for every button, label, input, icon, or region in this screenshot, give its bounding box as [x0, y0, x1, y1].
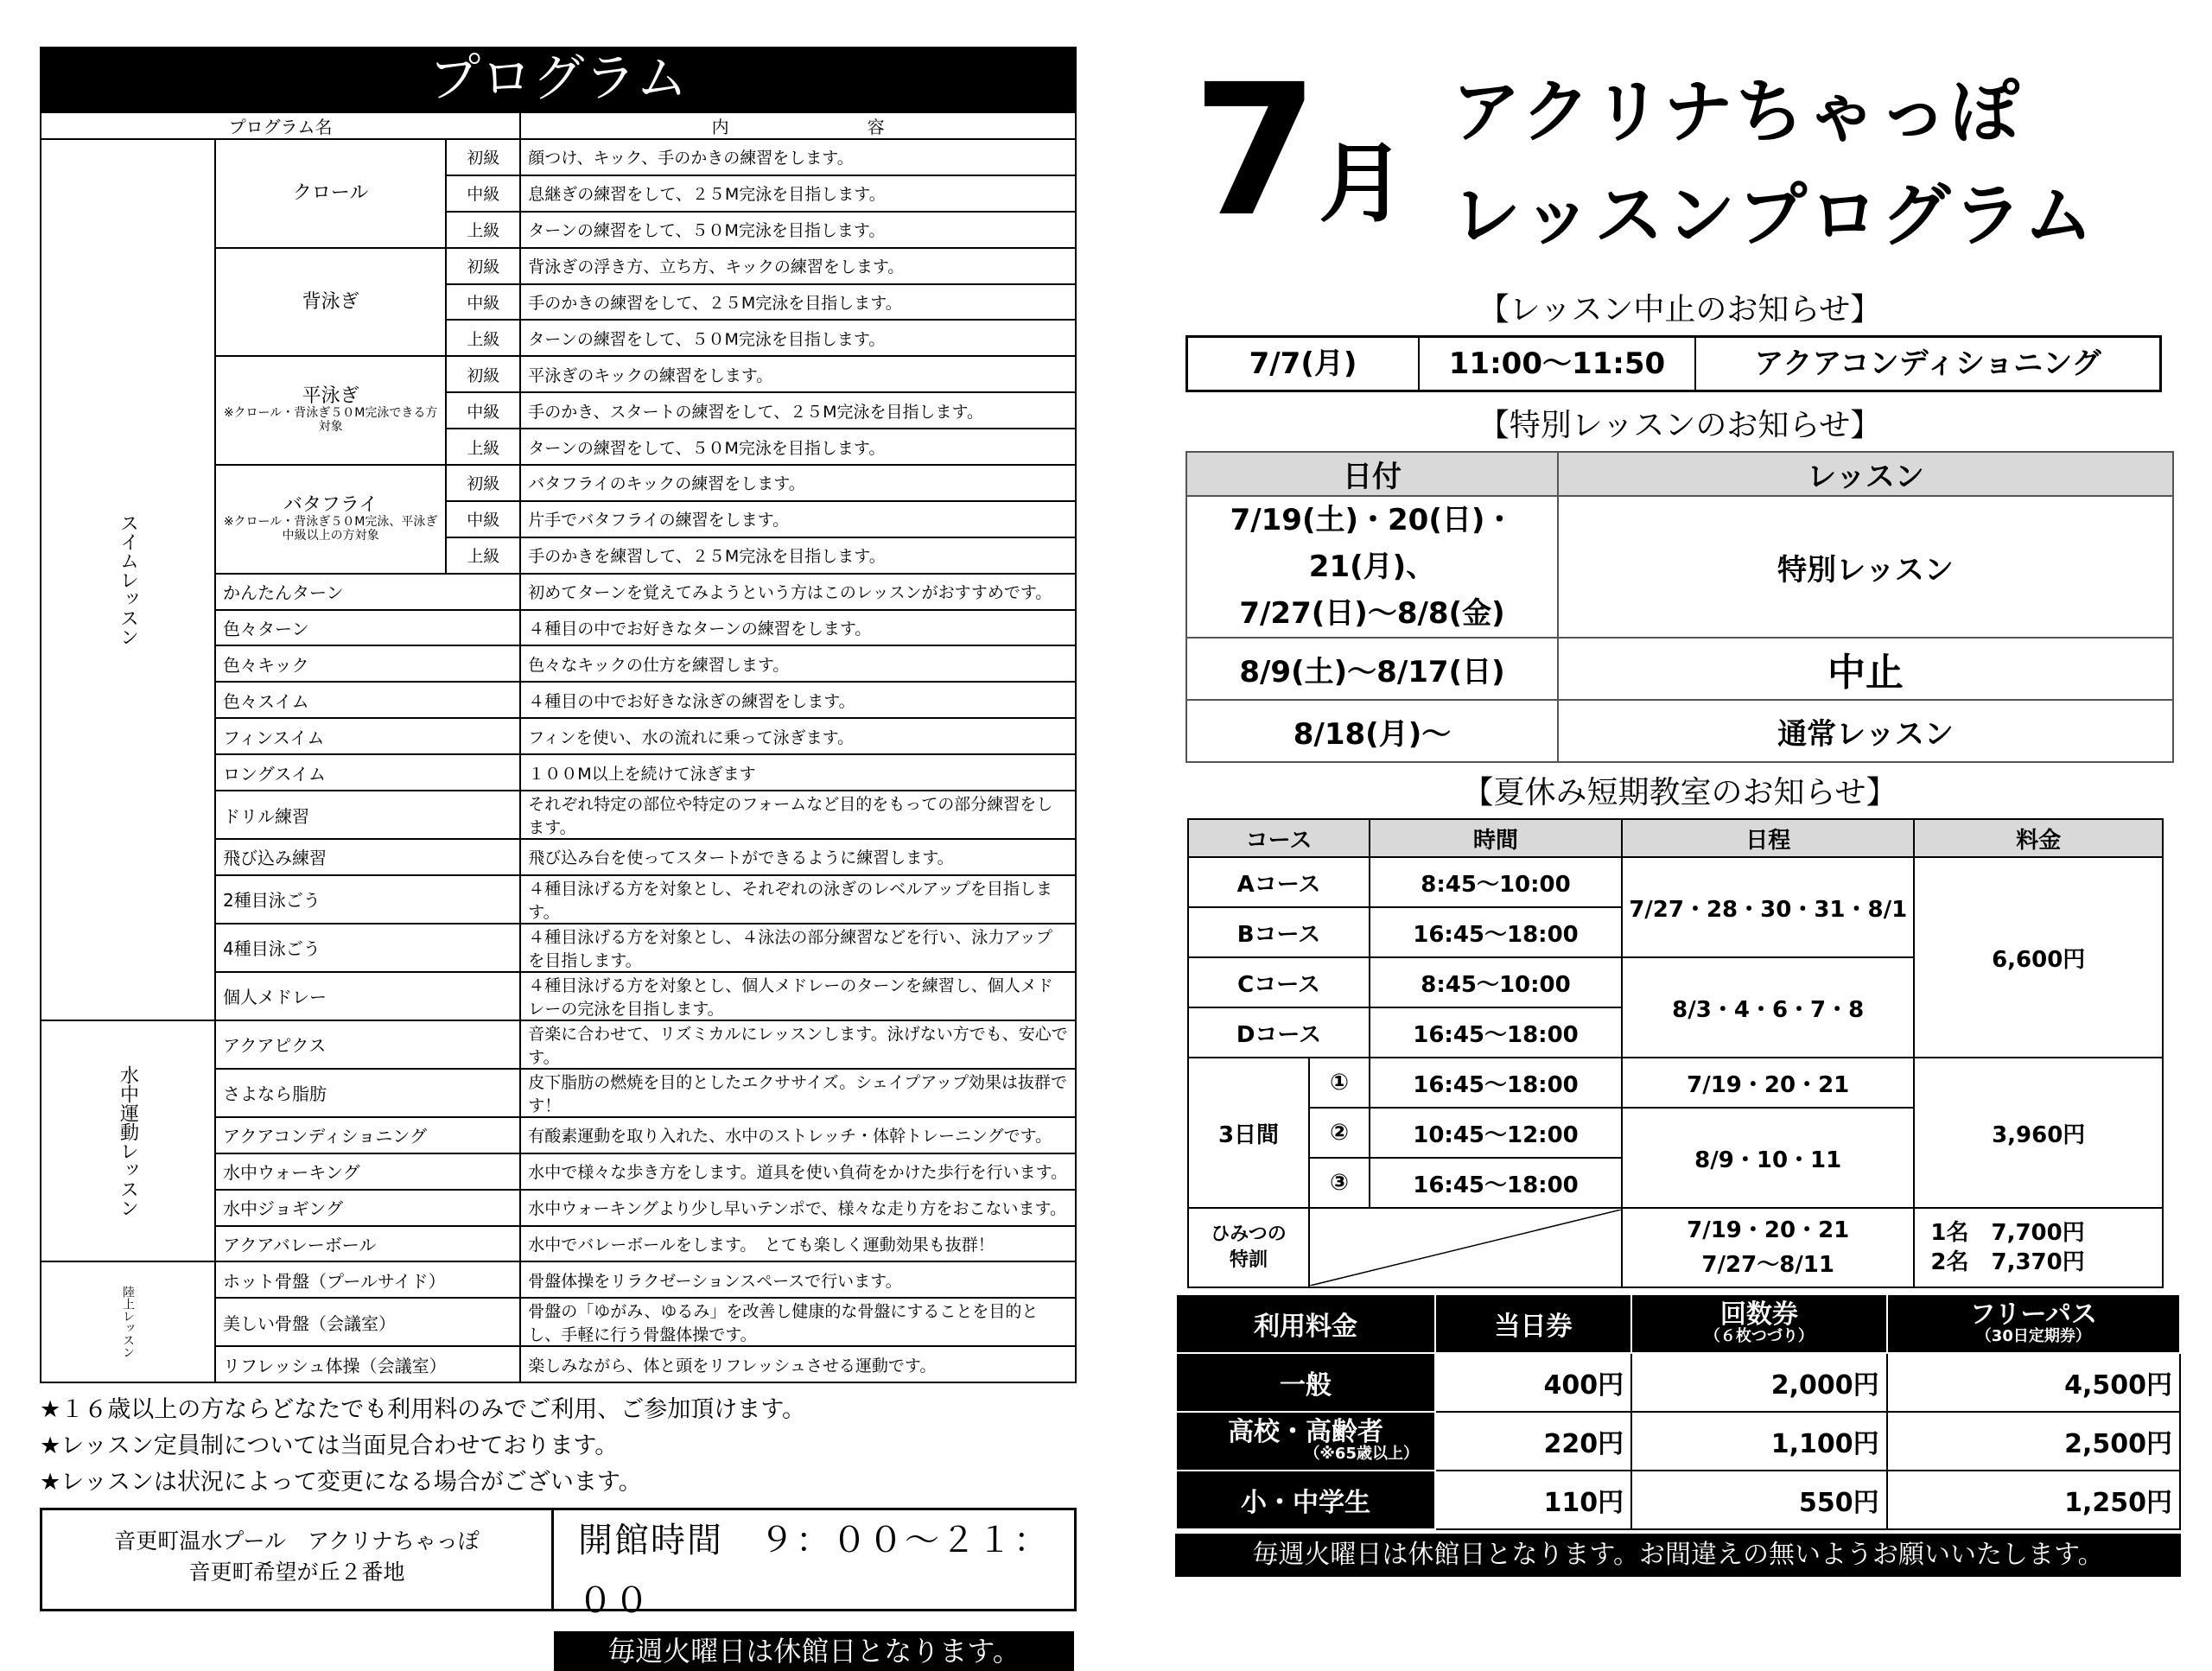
content-cell: ４種目泳げる方を対象とし、個人メドレーのターンを練習し、個人メドレーの完泳を目指します。 — [520, 972, 1076, 1020]
content-cell: 水中ウォーキングより少し早いテンポで、様々な走り方をおこないます。 — [520, 1190, 1076, 1226]
program-name: 色々スイム — [215, 682, 520, 718]
course-name: Cコース — [1188, 957, 1370, 1007]
course-fee: 6,600円 — [1914, 857, 2163, 1058]
note: ★１６歳以上の方ならどなたでも利用料のみでご利用、ご参加頂けます。 — [40, 1396, 806, 1424]
secret-date: 7/19・20・21 — [1687, 1217, 1850, 1243]
content-cell: 有酸素運動を取り入れた、水中のストレッチ・体幹トレーニングです。 — [520, 1117, 1076, 1153]
col-fee: 料金 — [1914, 819, 2163, 857]
content-cell: 手のかき、スタートの練習をして、２５M完泳を目指します。 — [520, 392, 1076, 429]
course-name: Aコース — [1188, 857, 1370, 907]
group-breaststroke — [215, 356, 446, 465]
content-cell: フィンを使い、水の流れに乗って泳ぎます。 — [520, 718, 1076, 754]
cancel-heading: 【レッスン中止のお知らせ】 — [1478, 292, 1882, 327]
program-name: ドリル練習 — [215, 791, 520, 839]
content-cell: ４種目の中でお好きな泳ぎの練習をします。 — [520, 682, 1076, 718]
session-number: ③ — [1309, 1158, 1370, 1208]
course-schedule: 7/27・28・30・31・8/1 — [1622, 857, 1914, 957]
secret-fee-line: 2名 7,370円 — [1930, 1249, 2085, 1275]
level-label: 中級 — [446, 175, 520, 212]
note: ★レッスン定員制については当面見合わせております。 — [40, 1433, 619, 1460]
special-lesson: 通常レッスン — [1558, 700, 2173, 762]
content-cell: ターンの練習をして、５０M完泳を目指します。 — [520, 429, 1076, 465]
notes — [40, 1392, 1077, 1501]
group-backstroke: 背泳ぎ — [215, 248, 446, 357]
group-fly-label: バタフライ — [283, 493, 378, 516]
course-name: Dコース — [1188, 1007, 1370, 1058]
content-cell: 水中でバレーボールをします。 とても楽しく運動効果も抜群！ — [520, 1226, 1076, 1262]
fee-table — [1175, 1293, 2181, 1530]
fee-category: 小・中学生 — [1176, 1471, 1435, 1529]
category-swim: スイムレッスン — [41, 139, 215, 1020]
senior-note: （※65歳以上） — [1304, 1445, 1419, 1463]
content-cell: 顔つけ、キック、手のかきの練習をします。 — [520, 139, 1076, 175]
fee-header-sub: （30日定期券） — [1975, 1327, 2091, 1345]
title-line1: アクリナちゃっぽ — [1452, 72, 2022, 152]
opening-hours — [551, 1510, 1074, 1668]
course-name: Bコース — [1188, 907, 1370, 957]
fee-header — [1631, 1294, 1887, 1353]
summer-table — [1187, 818, 2164, 1288]
group-crawl: クロール — [215, 139, 446, 248]
program-name: 2種目泳ごう — [215, 875, 520, 924]
content-cell: 色々なキックの仕方を練習します。 — [520, 645, 1076, 682]
special-date — [1186, 496, 1558, 638]
fee-value: 4,500円 — [1887, 1353, 2180, 1412]
content-cell: それぞれ特定の部位や特定のフォームなど目的をもっての部分練習をします。 — [520, 791, 1076, 839]
col-time: 時間 — [1370, 819, 1622, 857]
program-name: 水中ウォーキング — [215, 1153, 520, 1190]
level-label: 初級 — [446, 248, 520, 284]
fee-value: 1,250円 — [1887, 1471, 2180, 1529]
special-date: 8/9(土)～8/17(日) — [1186, 638, 1558, 700]
category-land: 陸上レッスン — [41, 1261, 215, 1382]
fee-header-sub: （６枚つづり） — [1704, 1327, 1814, 1345]
level-label: 上級 — [446, 429, 520, 465]
special-table — [1185, 451, 2174, 763]
level-label: 初級 — [446, 356, 520, 392]
level-label: 上級 — [446, 212, 520, 248]
secret-schedule — [1622, 1208, 1914, 1287]
special-date: 8/18(月)～ — [1186, 700, 1558, 762]
lesson-panel — [1175, 45, 2184, 1577]
level-label: 中級 — [446, 392, 520, 429]
program-name: 色々キック — [215, 645, 520, 682]
course-fee: 3,960円 — [1914, 1058, 2163, 1208]
level-label: 初級 — [446, 465, 520, 501]
special-lesson: 特別レッスン — [1558, 496, 2173, 638]
month-kanji: 月 — [1319, 133, 1406, 234]
program-name: 個人メドレー — [215, 972, 520, 1020]
note: ★レッスンは状況によって変更になる場合がございます。 — [40, 1469, 642, 1496]
level-label: 上級 — [446, 537, 520, 574]
month-number: 7 — [1192, 45, 1319, 257]
program-name: 飛び込み練習 — [215, 839, 520, 875]
special-date-line: 7/19(土)・20(日)・21(月)、 — [1230, 503, 1515, 584]
group-butterfly — [215, 465, 446, 574]
course-schedule: 8/3・4・6・7・8 — [1622, 957, 1914, 1058]
header — [1175, 45, 2184, 285]
course-time: 16:45～18:00 — [1370, 907, 1622, 957]
fee-header: 利用料金 — [1176, 1294, 1435, 1353]
col-date: 日付 — [1186, 452, 1558, 496]
facility-box — [40, 1508, 1077, 1668]
program-name: リフレッシュ体操（会議室） — [215, 1346, 520, 1382]
group-fly-note: ※クロール・背泳ぎ５０M完泳、平泳ぎ中級以上の方対象 — [223, 514, 438, 543]
diagonal-cell — [1309, 1208, 1622, 1287]
content-cell: 背泳ぎの浮き方、立ち方、キックの練習をします。 — [520, 248, 1076, 284]
content-cell: 手のかきを練習して、２５M完泳を目指します。 — [520, 537, 1076, 574]
secret-training — [1188, 1208, 1309, 1287]
content-cell: 片手でバタフライの練習をします。 — [520, 501, 1076, 537]
program-name: ロングスイム — [215, 754, 520, 791]
content-cell: 息継ぎの練習をして、２５M完泳を目指します。 — [520, 175, 1076, 212]
address — [42, 1510, 551, 1609]
course-time: 8:45～10:00 — [1370, 857, 1622, 907]
course-schedule: 7/19・20・21 — [1622, 1058, 1914, 1108]
special-heading: 【特別レッスンのお知らせ】 — [1478, 408, 1882, 443]
content-cell: 平泳ぎのキックの練習をします。 — [520, 356, 1076, 392]
special-date-line: 7/27(日)～8/8(金) — [1239, 596, 1505, 631]
course-time: 16:45～18:00 — [1370, 1058, 1622, 1108]
cancel-lesson: アクアコンディショニング — [1754, 346, 2101, 381]
content-cell: 楽しみながら、体と頭をリフレッシュさせる運動です。 — [520, 1346, 1076, 1382]
level-label: 中級 — [446, 501, 520, 537]
program-table — [40, 111, 1077, 1383]
month-title — [1192, 45, 1406, 283]
category-water: 水中運動レッスン — [41, 1020, 215, 1262]
content-cell: 飛び込み台を使ってスタートができるように練習します。 — [520, 839, 1076, 875]
content-cell: 皮下脂肪の燃焼を目的としたエクササイズ。シェイプアップ効果は抜群です！ — [520, 1069, 1076, 1117]
secret-line: ひみつの — [1211, 1223, 1287, 1245]
content-cell: ４種目の中でお好きなターンの練習をします。 — [520, 610, 1076, 646]
session-number: ① — [1309, 1058, 1370, 1108]
main-title — [1452, 60, 2095, 268]
fee-category-label: 高校・高齢者 — [1228, 1417, 1383, 1447]
fee-value: 110円 — [1435, 1471, 1631, 1529]
program-name: ホット骨盤（プールサイド） — [215, 1261, 520, 1298]
fee-value: 550円 — [1631, 1471, 1887, 1529]
summer-heading: 【夏休み短期教室のお知らせ】 — [1462, 775, 1897, 810]
three-day-label: 3日間 — [1188, 1058, 1309, 1208]
program-name: かんたんターン — [215, 574, 520, 610]
content-cell: ４種目泳げる方を対象とし、４泳法の部分練習などを行い、泳力アップを目指します。 — [520, 924, 1076, 972]
content-cell: 初めてターンを覚えてみようという方はこのレッスンがおすすめです。 — [520, 574, 1076, 610]
fee-value: 2,000円 — [1631, 1353, 1887, 1412]
facility-address: 音更町希望が丘２番地 — [188, 1560, 405, 1585]
fee-header-label: フリーパス — [1969, 1299, 2097, 1330]
title-line2: レッスンプログラム — [1452, 175, 2096, 256]
fee-category: 一般 — [1176, 1353, 1435, 1412]
level-label: 上級 — [446, 320, 520, 356]
fee-header-label: 回数券 — [1719, 1299, 1798, 1330]
col-course: コース — [1188, 819, 1370, 857]
fee-header: 当日券 — [1435, 1294, 1631, 1353]
cancel-date: 7/7(月) — [1188, 338, 1420, 390]
course-schedule: 8/9・10・11 — [1622, 1108, 1914, 1208]
content-cell: ターンの練習をして、５０M完泳を目指します。 — [520, 320, 1076, 356]
fee-category — [1176, 1412, 1435, 1471]
course-time: 16:45～18:00 — [1370, 1158, 1622, 1208]
secret-fee — [1914, 1208, 2163, 1287]
opening-hours-value: 開館時間 ９：００～２１：００ — [578, 1521, 1050, 1622]
fee-value: 1,100円 — [1631, 1412, 1887, 1471]
course-time: 10:45～12:00 — [1370, 1108, 1622, 1158]
program-name: 4種目泳ごう — [215, 924, 520, 972]
level-label: 中級 — [446, 284, 520, 321]
program-name: 美しい骨盤（会議室） — [215, 1298, 520, 1346]
session-number: ② — [1309, 1108, 1370, 1158]
program-title: プログラム — [40, 47, 1077, 111]
cancel-time: 11:00～11:50 — [1420, 338, 1696, 390]
secret-date: 7/27～8/11 — [1701, 1252, 1834, 1278]
content-cell: 手のかきの練習をして、２５M完泳を目指します。 — [520, 284, 1076, 321]
col-schedule: 日程 — [1622, 819, 1914, 857]
col-lesson: レッスン — [1558, 452, 2173, 496]
program-panel — [40, 47, 1077, 1668]
cancel-row — [1185, 335, 2162, 392]
content-cell: 骨盤体操をリラクゼーションスペースで行います。 — [520, 1261, 1076, 1298]
content-cell: 音楽に合わせて、リズミカルにレッスンします。泳げない方でも、安心です。 — [520, 1020, 1076, 1069]
program-name: さよなら脂肪 — [215, 1069, 520, 1117]
level-label: 初級 — [446, 139, 520, 175]
content-cell: ４種目泳げる方を対象とし、それぞれの泳ぎのレベルアップを目指します。 — [520, 875, 1076, 924]
program-name: アクアコンディショニング — [215, 1117, 520, 1153]
course-time: 16:45～18:00 — [1370, 1007, 1622, 1058]
diagonal-line — [1310, 1210, 1621, 1286]
program-name: アクアバレーボール — [215, 1226, 520, 1262]
fee-value: 400円 — [1435, 1353, 1631, 1412]
facility-name: 音更町温水プール アクリナちゃっぽ — [114, 1528, 480, 1554]
col-program-name: プログラム名 — [41, 112, 520, 139]
content-cell: 骨盤の「ゆがみ、ゆるみ」を改善し健康的な骨盤にすることを目的とし、手軽に行う骨盤体操です。 — [520, 1298, 1076, 1346]
group-breast-label: 平泳ぎ — [302, 385, 359, 408]
col-content: 内 容 — [520, 112, 1076, 139]
closed-day-notice: 毎週火曜日は休館日となります。 — [554, 1631, 1074, 1671]
content-cell: バタフライのキックの練習をします。 — [520, 465, 1076, 501]
program-name: 色々ターン — [215, 610, 520, 646]
secret-fee-line: 1名 7,700円 — [1930, 1220, 2085, 1246]
program-name: 水中ジョギング — [215, 1190, 520, 1226]
fee-header — [1887, 1294, 2180, 1353]
group-breast-note: ※クロール・背泳ぎ５０M完泳できる方対象 — [223, 406, 438, 435]
fee-value: 220円 — [1435, 1412, 1631, 1471]
content-cell: 水中で様々な歩き方をします。道具を使い負荷をかけた歩行を行います。 — [520, 1153, 1076, 1190]
program-name: フィンスイム — [215, 718, 520, 754]
program-name: アクアピクス — [215, 1020, 520, 1069]
special-lesson: 中止 — [1558, 638, 2173, 700]
closed-day-footer: 毎週火曜日は休館日となります。お間違えの無いようお願いいたします。 — [1175, 1534, 2181, 1577]
fee-value: 2,500円 — [1887, 1412, 2180, 1471]
secret-line: 特訓 — [1229, 1249, 1268, 1271]
course-time: 8:45～10:00 — [1370, 957, 1622, 1007]
content-cell: １００M以上を続けて泳ぎます — [520, 754, 1076, 791]
content-cell: ターンの練習をして、５０M完泳を目指します。 — [520, 212, 1076, 248]
